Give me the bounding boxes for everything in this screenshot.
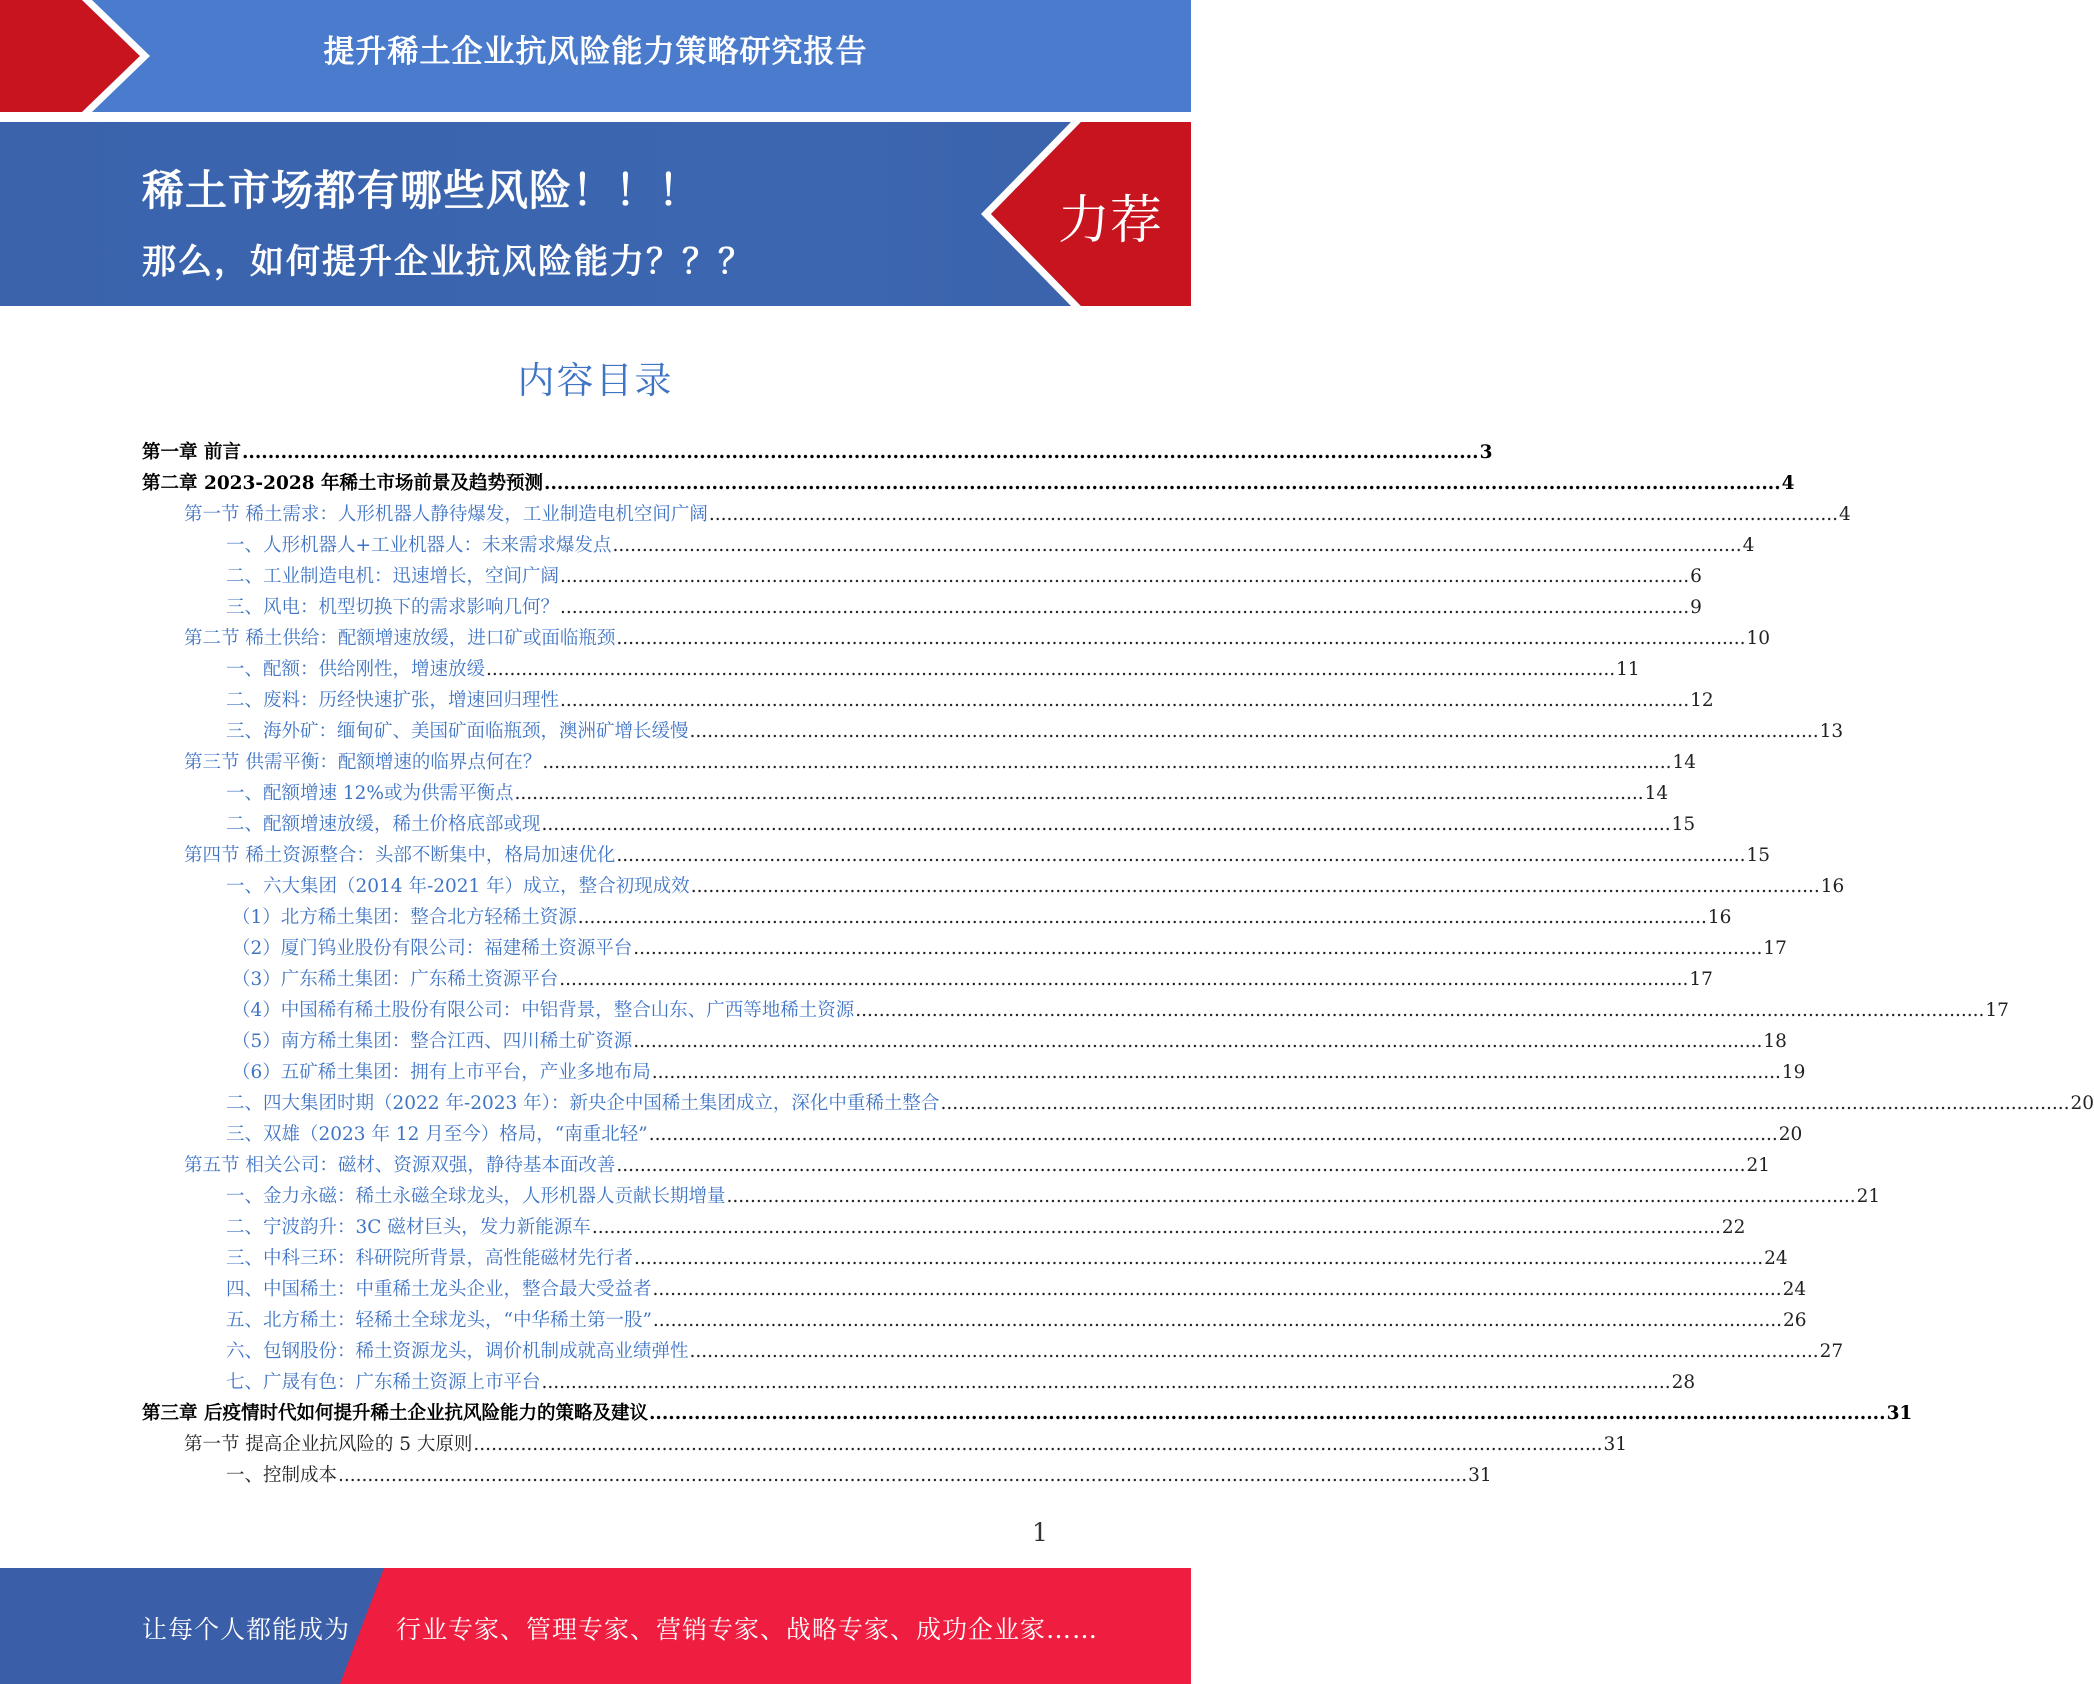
- footer-roles: 行业专家、管理专家、营销专家、战略专家、成功企业家……: [396, 1615, 1099, 1644]
- toc-entry[interactable]: 四、中国稀土：中重稀土龙头企业，整合最大受益者 ................................................................................................................................................................................................ 24: [226, 1279, 1807, 1300]
- toc-entry[interactable]: 二、宁波韵升：3C 磁材巨头，发力新能源车 ................................................................................................................................................................................................ 22: [226, 1217, 1746, 1238]
- hero-headline: 稀土市场都有哪些风险！！！: [142, 166, 702, 215]
- toc-entry[interactable]: 第二章 2023-2028 年稀土市场前景及趋势预测 ................................................................................................................................................................................................ 4: [142, 473, 1795, 494]
- toc-entry[interactable]: 第一章 前言 ................................................................................................................................................................................................ 3: [142, 442, 1493, 463]
- toc-entry[interactable]: 二、四大集团时期（2022 年-2023 年）：新央企中国稀土集团成立，深化中重稀土整合 ................................................................................................................................................................................................ 20: [226, 1093, 2094, 1114]
- toc-entry[interactable]: 一、金力永磁：稀土永磁全球龙头，人形机器人贡献长期增量 ................................................................................................................................................................................................ 21: [226, 1186, 1881, 1207]
- toc-entry[interactable]: 第四节 稀土资源整合：头部不断集中，格局加速优化 ................................................................................................................................................................................................ 15: [184, 845, 1771, 866]
- toc-entry[interactable]: 一、六大集团（2014 年-2021 年）成立，整合初现成效 ................................................................................................................................................................................................ 16: [226, 876, 1845, 897]
- toc-entry[interactable]: （5）南方稀土集团：整合江西、四川稀土矿资源 ................................................................................................................................................................................................ 18: [232, 1031, 1787, 1052]
- toc-entry[interactable]: 第五节 相关公司：磁材、资源双强，静待基本面改善 ................................................................................................................................................................................................ 21: [184, 1155, 1771, 1176]
- toc-entry[interactable]: 二、工业制造电机：迅速增长，空间广阔 ................................................................................................................................................................................................ 6: [226, 566, 1702, 587]
- toc-entry[interactable]: 一、配额增速 12%或为供需平衡点 ................................................................................................................................................................................................ 14: [226, 783, 1669, 804]
- toc-entry[interactable]: 二、配额增速放缓，稀土价格底部或现 ................................................................................................................................................................................................ 15: [226, 814, 1696, 835]
- toc-entry[interactable]: 第三章 后疫情时代如何提升稀土企业抗风险能力的策略及建议 ................................................................................................................................................................................................ 31: [142, 1403, 1913, 1424]
- toc-entry[interactable]: 二、废料：历经快速扩张，增速回归理性 ................................................................................................................................................................................................ 12: [226, 690, 1714, 711]
- toc-entry[interactable]: 一、配额：供给刚性，增速放缓 ................................................................................................................................................................................................ 11: [226, 659, 1640, 680]
- toc-entry[interactable]: 六、包钢股份：稀土资源龙头，调价机制成就高业绩弹性 ................................................................................................................................................................................................ 27: [226, 1341, 1844, 1362]
- toc-entry[interactable]: 一、控制成本 ................................................................................................................................................................................................ 31: [226, 1465, 1492, 1486]
- toc-entry[interactable]: （6）五矿稀土集团：拥有上市平台，产业多地布局 ................................................................................................................................................................................................ 19: [232, 1062, 1806, 1083]
- page-number: 1: [1032, 1518, 1048, 1547]
- toc-entry[interactable]: 五、北方稀土：轻稀土全球龙头，“中华稀土第一股” ................................................................................................................................................................................................ 26: [226, 1310, 1807, 1331]
- toc-entry[interactable]: 一、人形机器人+工业机器人：未来需求爆发点 ................................................................................................................................................................................................ 4: [226, 535, 1755, 556]
- toc-entry[interactable]: 第二节 稀土供给：配额增速放缓，进口矿或面临瓶颈 ................................................................................................................................................................................................ 10: [184, 628, 1771, 649]
- toc-entry[interactable]: （1）北方稀土集团：整合北方轻稀土资源 ................................................................................................................................................................................................ 16: [232, 907, 1732, 928]
- toc-entry[interactable]: 三、中科三环：科研院所背景，高性能磁材先行者 ................................................................................................................................................................................................ 24: [226, 1248, 1788, 1269]
- hero-subheadline: 那么，如何提升企业抗风险能力？？？: [142, 242, 754, 282]
- banner-divider: [0, 112, 1191, 122]
- toc-entry[interactable]: 第三节 供需平衡：配额增速的临界点何在？ ................................................................................................................................................................................................ 14: [184, 752, 1697, 773]
- toc-entry[interactable]: （2）厦门钨业股份有限公司：福建稀土资源平台 ................................................................................................................................................................................................ 17: [232, 938, 1787, 959]
- toc-entry[interactable]: 第一节 稀土需求：人形机器人静待爆发，工业制造电机空间广阔 ................................................................................................................................................................................................ 4: [184, 504, 1851, 525]
- toc-entry[interactable]: 三、风电：机型切换下的需求影响几何？ ................................................................................................................................................................................................ 9: [226, 597, 1702, 618]
- report-title: 提升稀土企业抗风险能力策略研究报告: [323, 34, 868, 70]
- toc-entry[interactable]: （3）广东稀土集团：广东稀土资源平台 ................................................................................................................................................................................................ 17: [232, 969, 1713, 990]
- recommend-badge: 力荐: [1058, 191, 1163, 251]
- toc-entry[interactable]: （4）中国稀有稀土股份有限公司：中铝背景，整合山东、广西等地稀土资源 ................................................................................................................................................................................................ 17: [232, 1000, 2009, 1021]
- toc-title: 内容目录: [517, 359, 674, 402]
- toc-entry[interactable]: 三、双雄（2023 年 12 月至今）格局，“南重北轻” ................................................................................................................................................................................................ 20: [226, 1124, 1803, 1145]
- toc-entry[interactable]: 七、广晟有色：广东稀土资源上市平台 ................................................................................................................................................................................................ 28: [226, 1372, 1696, 1393]
- toc-entry[interactable]: 第一节 提高企业抗风险的 5 大原则 ................................................................................................................................................................................................ 31: [184, 1434, 1628, 1455]
- footer-slogan: 让每个人都能成为: [142, 1615, 351, 1644]
- toc-entry[interactable]: 三、海外矿：缅甸矿、美国矿面临瓶颈，澳洲矿增长缓慢 ................................................................................................................................................................................................ 13: [226, 721, 1844, 742]
